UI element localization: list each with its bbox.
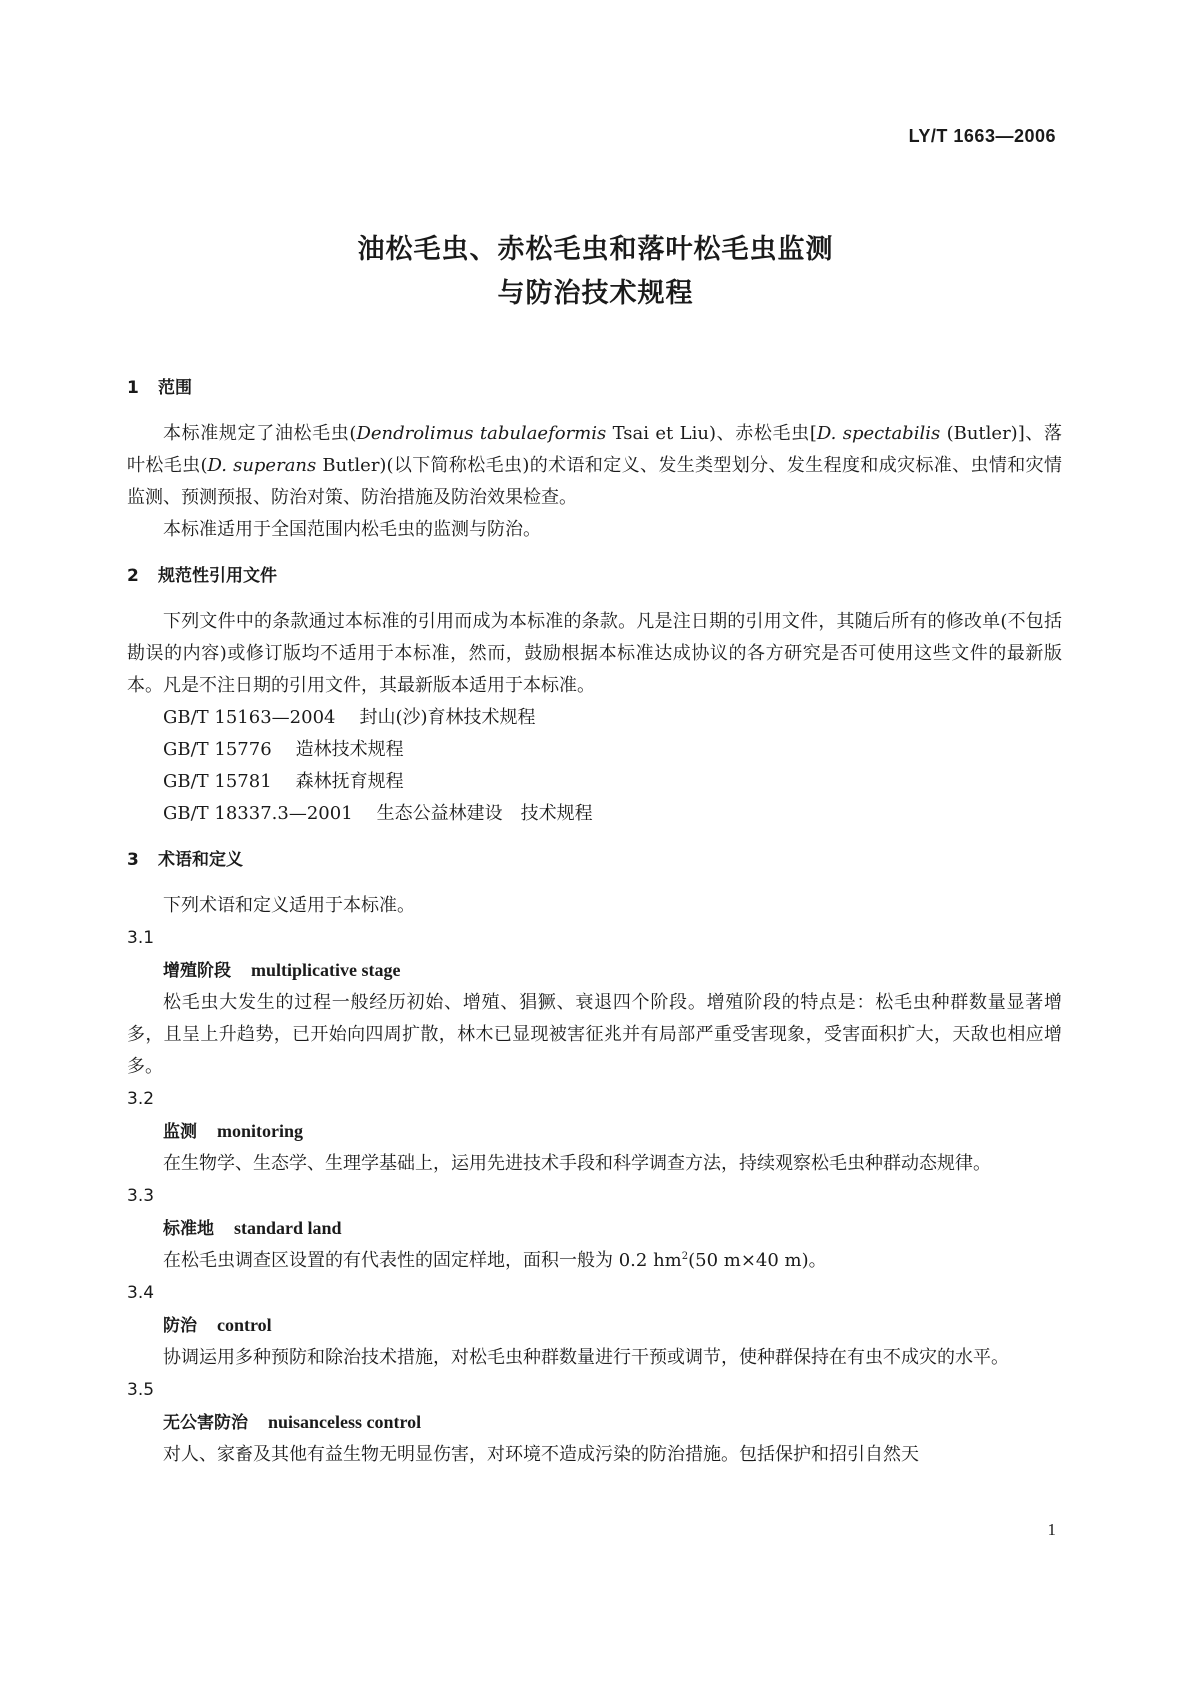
reference-item	[127, 734, 1062, 766]
term-heading	[127, 1406, 1062, 1439]
section-heading-scope	[127, 372, 1062, 404]
page-number: 1	[1047, 1520, 1056, 1539]
document-body	[127, 372, 1062, 1471]
scope-paragraph-2: 本标准适用于全国范围内松毛虫的监测与防治。	[163, 519, 541, 540]
term-en: monitoring	[217, 1121, 304, 1141]
reference-code: GB/T 15781	[163, 771, 272, 792]
clause-number: 3.2	[127, 1089, 155, 1109]
standard-code: LY/T 1663—2006	[908, 126, 1056, 146]
superscript: 2	[681, 1251, 689, 1262]
term-zh: 监测	[163, 1122, 197, 1142]
reference-item	[127, 702, 1062, 734]
term-definition: 松毛虫大发生的过程一般经历初始、增殖、猖獗、衰退四个阶段。增殖阶段的特点是：松毛虫种群数量显著增多，且呈上升趋势，已开始向四周扩散，林木已显现被害征兆并有局部严重受害现象，受害面积扩大，天敌也相应增多。	[127, 992, 1062, 1077]
term-heading	[127, 1115, 1062, 1148]
section-title: 术语和定义	[158, 850, 243, 870]
term-en: multiplicative stage	[251, 960, 401, 980]
document-title	[0, 228, 1191, 316]
reference-item	[127, 798, 1062, 830]
species-name: D. spectabilis	[816, 423, 941, 444]
section-heading-terms-definitions	[127, 844, 1062, 876]
text-run: 在松毛虫调查区设置的有代表性的固定样地，面积一般为 0.2 hm	[163, 1250, 682, 1271]
term-definition: 在生物学、生态学、生理学基础上，运用先进技术手段和科学调查方法，持续观察松毛虫种群动态规律。	[163, 1153, 991, 1174]
term-heading	[127, 1309, 1062, 1342]
term-zh: 标准地	[163, 1219, 214, 1239]
term-en: control	[217, 1315, 272, 1335]
section-heading-normative-references	[127, 560, 1062, 592]
term-zh: 增殖阶段	[163, 961, 231, 981]
clause-number: 3.4	[127, 1283, 155, 1303]
term-heading	[127, 1212, 1062, 1245]
text-run: (50 m×40 m)。	[688, 1250, 827, 1271]
reference-title: 森林抚育规程	[295, 771, 404, 792]
terms-intro: 下列术语和定义适用于本标准。	[163, 895, 415, 916]
text-run: Butler)(以下简称松毛虫)的术语和定义、发生类型划分、发生程度和成灾标准、虫情和灾情监测、预测预报、防治对策、防治措施及防治效果检查。	[127, 455, 1062, 508]
section-number: 2	[127, 566, 139, 586]
reference-title: 封山(沙)育林技术规程	[359, 707, 536, 728]
reference-title: 造林技术规程	[295, 739, 404, 760]
clause-number: 3.5	[127, 1380, 155, 1400]
term-en: nuisanceless control	[268, 1412, 422, 1432]
text-run: (Butler)]、落叶松毛虫(	[127, 423, 1062, 476]
reference-title: 生态公益林建设 技术规程	[376, 803, 593, 824]
text-run: Tsai et Liu)、赤松毛虫[	[606, 423, 817, 444]
reference-code: GB/T 15776	[163, 739, 272, 760]
section-title: 规范性引用文件	[158, 566, 277, 586]
reference-code: GB/T 15163—2004	[163, 707, 336, 728]
term-heading	[127, 954, 1062, 987]
term-zh: 无公害防治	[163, 1413, 248, 1433]
clause-number: 3.1	[127, 928, 155, 948]
references-paragraph: 下列文件中的条款通过本标准的引用而成为本标准的条款。凡是注日期的引用文件，其随后所有的修改单(不包括勘误的内容)或修订版均不适用于本标准，然而，鼓励根据本标准达成协议的各方研究是否可使用这些文件的最新版本。凡是不注日期的引用文件，其最新版本适用于本标准。	[127, 611, 1062, 696]
term-definition	[127, 1245, 1062, 1277]
species-name: Dendrolimus tabulaeformis	[356, 423, 607, 444]
section-title: 范围	[158, 378, 192, 398]
term-definition: 协调运用多种预防和除治技术措施，对松毛虫种群数量进行干预或调节，使种群保持在有虫不成灾的水平。	[163, 1347, 1009, 1368]
reference-code: GB/T 18337.3—2001	[163, 803, 353, 824]
term-definition: 对人、家畜及其他有益生物无明显伤害，对环境不造成污染的防治措施。包括保护和招引自然天	[163, 1444, 919, 1465]
reference-item	[127, 766, 1062, 798]
species-name: D. superans	[207, 455, 317, 476]
title-line-2: 与防治技术规程	[497, 278, 694, 309]
scope-paragraph-1	[127, 418, 1062, 514]
section-number: 1	[127, 378, 139, 398]
clause-number: 3.3	[127, 1186, 155, 1206]
term-en: standard land	[234, 1218, 342, 1238]
section-number: 3	[127, 850, 139, 870]
term-zh: 防治	[163, 1316, 197, 1336]
text-run: 本标准规定了油松毛虫(	[163, 423, 357, 444]
title-line-1: 油松毛虫、赤松毛虫和落叶松毛虫监测	[357, 234, 834, 265]
